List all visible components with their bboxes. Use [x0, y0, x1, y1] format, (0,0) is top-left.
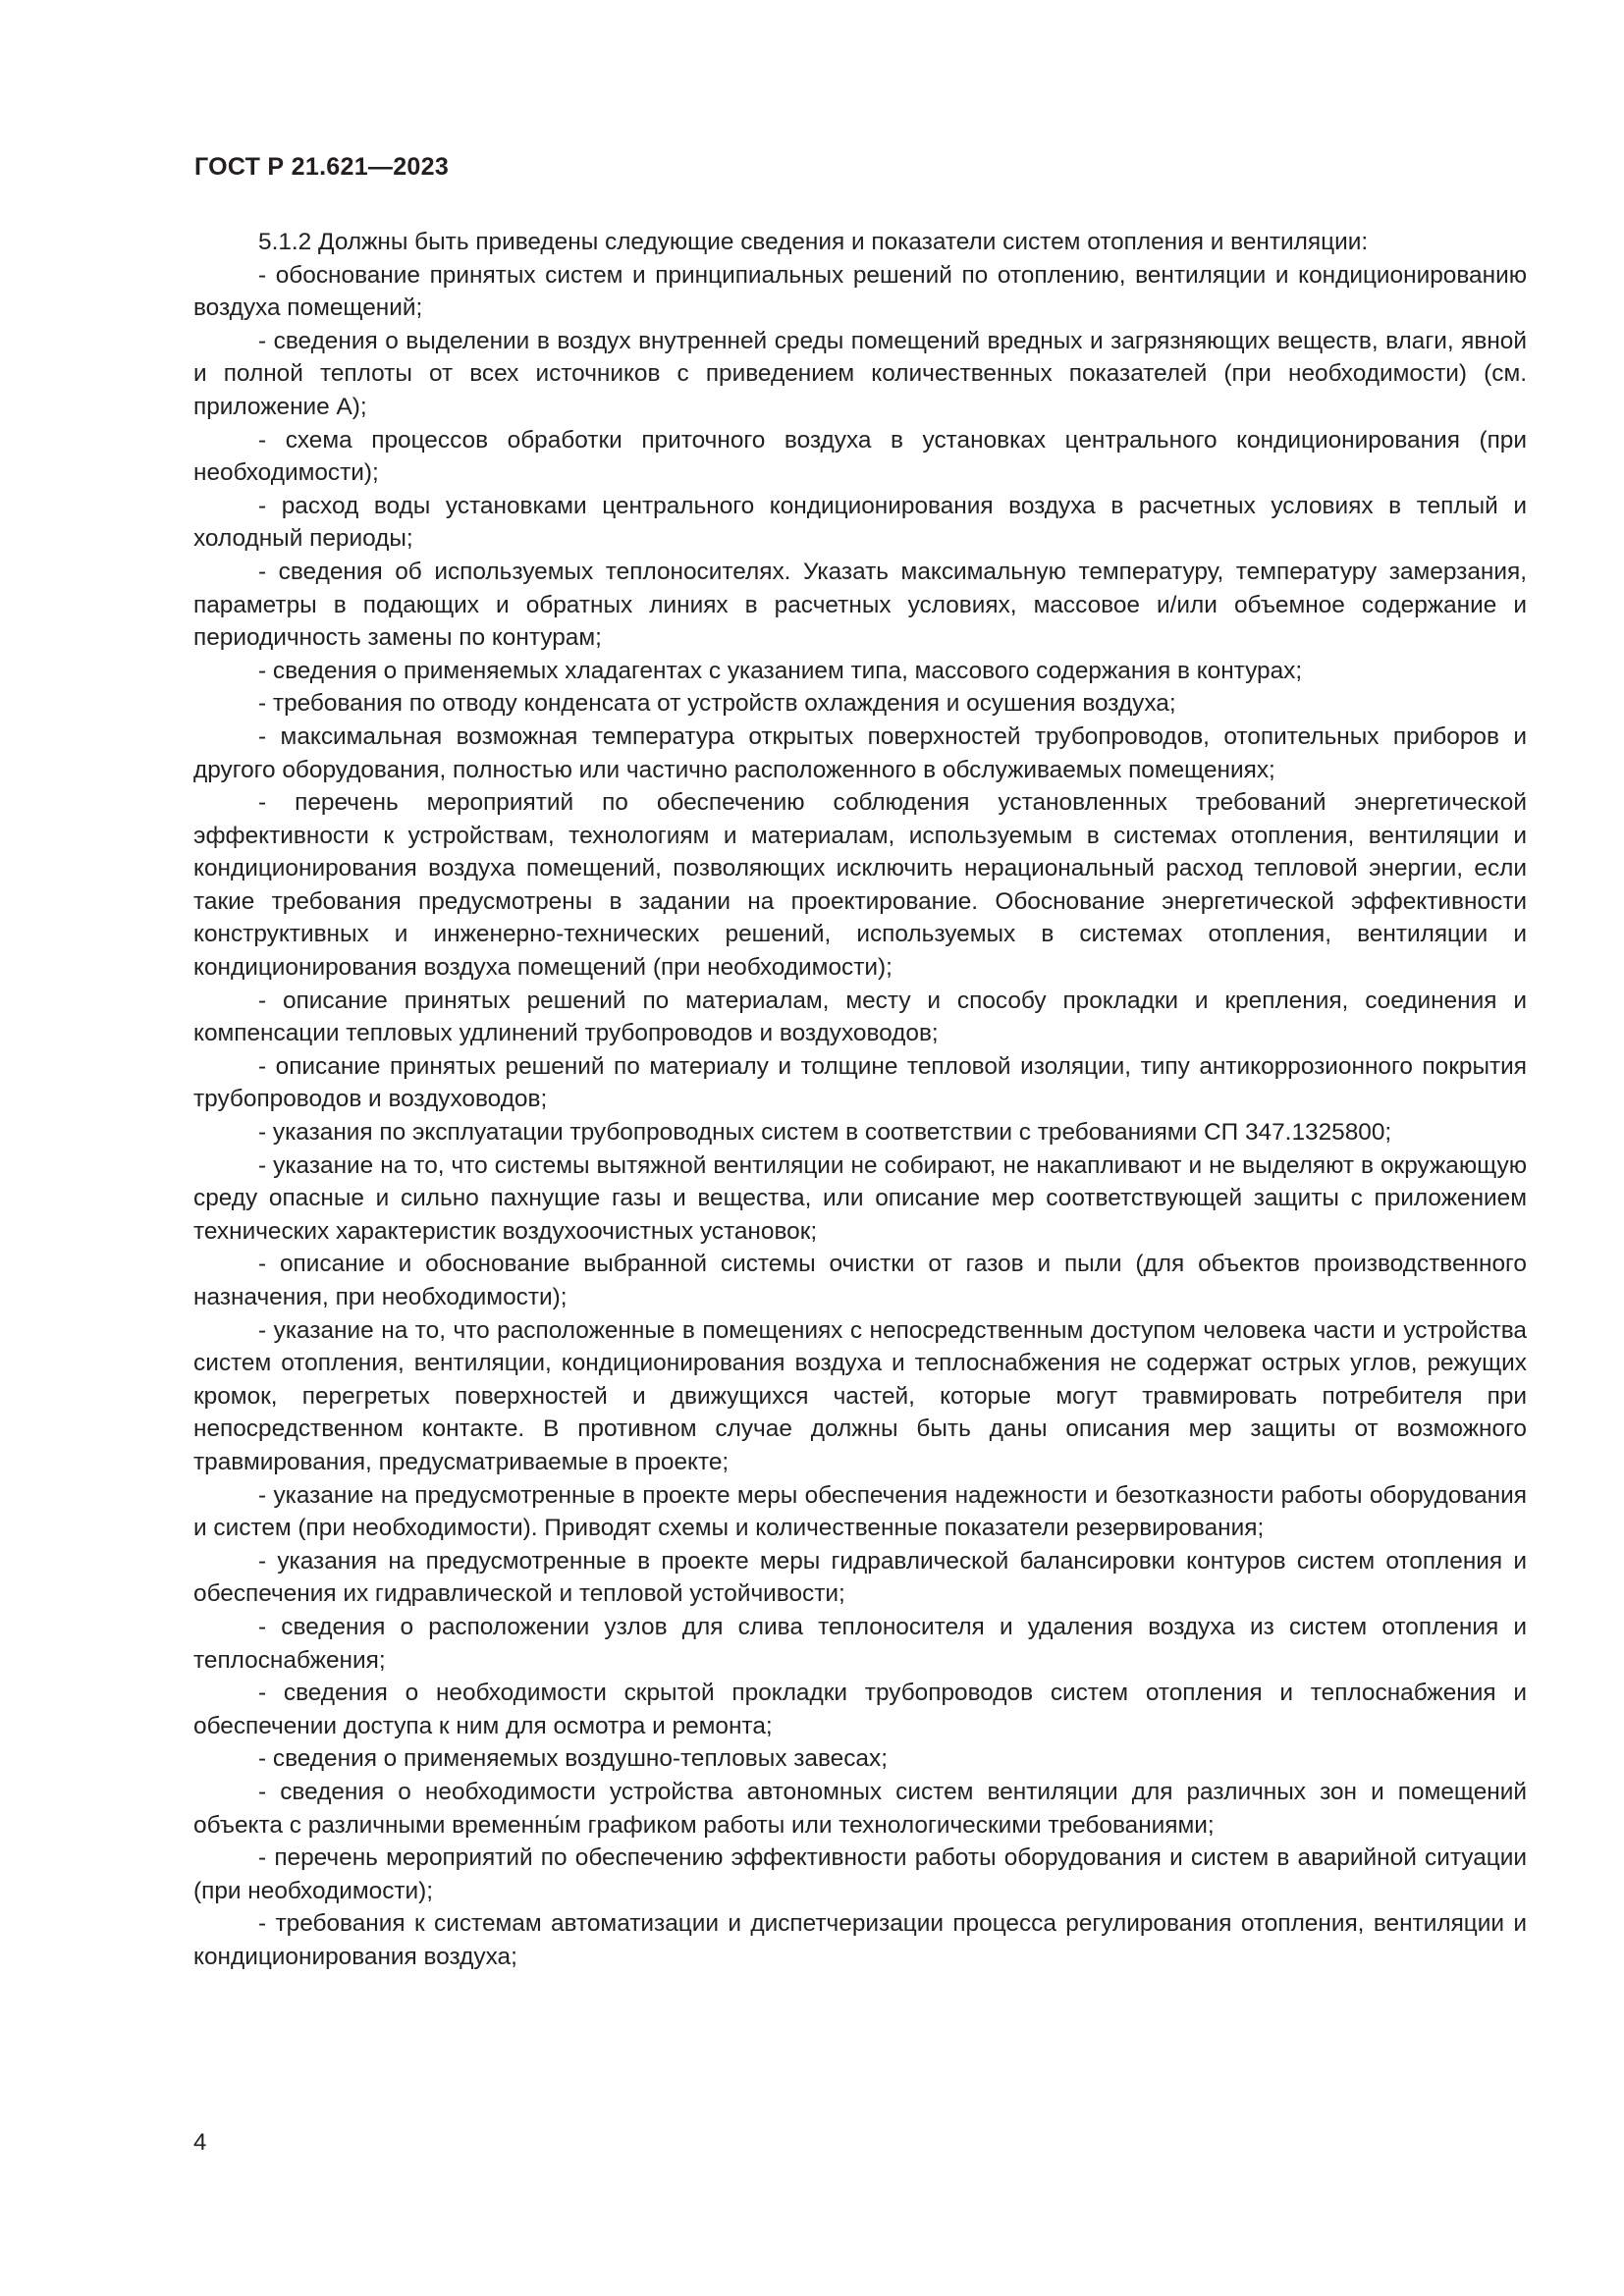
list-item: - сведения об используемых теплоносителях. Указать максимальную температуру, температуру замерзания, параметры в подающих и обратных линиях в расчетных условиях, массовое и/или объемное содержание и периодичность замены по контурам; [193, 558, 1527, 652]
list-item: - указание на предусмотренные в проекте меры обеспечения надежности и безотказности работы оборудования и систем (при необходимости). Приводят схемы и количественные показатели резервирования; [193, 1481, 1527, 1542]
list-item: - указания по эксплуатации трубопроводных систем в соответствии с требованиями СП 347.1325800; [258, 1119, 1392, 1147]
list-item: - указание на то, что расположенные в помещениях с непосредственным доступом человека части и устройства систем отопления, вентиляции, кондиционирования воздуха и теплоснабжения не содержат острых углов, режущих кромок, перегретых поверхностей и движущихся частей, которые могут травмировать потребителя при непосредственном контакте. В противном случае должны быть даны описания мер защиты от возможного травмирования, предусматриваемые в проекте; [193, 1316, 1527, 1475]
page-number: 4 [193, 2129, 207, 2156]
list-item: - описание и обоснование выбранной системы очистки от газов и пыли (для объектов производственного назначения, при необходимости); [193, 1251, 1527, 1310]
list-item: - указания на предусмотренные в проекте меры гидравлической балансировки контуров систем отопления и обеспечения их гидравлической и тепловой устойчивости; [193, 1547, 1527, 1608]
list-item: - требования по отводу конденсата от устройств охлаждения и осушения воздуха; [258, 690, 1176, 718]
paragraph-5-1-2: 5.1.2 Должны быть приведены следующие сведения и показатели систем отопления и вентиляции: [258, 229, 1369, 255]
list-item: - сведения о применяемых хладагентах с указанием типа, массового содержания в контурах; [258, 657, 1303, 684]
list-item: - максимальная возможная температура открытых поверхностей трубопроводов, отопительных приборов и другого оборудования, полностью или частично расположенного в обслуживаемых помещениях; [193, 722, 1527, 783]
body-text [193, 226, 1527, 1973]
list-item: - обоснование принятых систем и принципиальных решений по отоплению, вентиляции и кондиционированию воздуха помещений; [193, 261, 1527, 322]
list-item: - сведения о выделении в воздух внутренней среды помещений вредных и загрязняющих веществ, влаги, явной и полной теплоты от всех источников с приведением количественных показателей (при необходимости) (см. приложение А); [193, 327, 1527, 420]
list-item: - требования к системам автоматизации и диспетчеризации процесса регулирования отопления, вентиляции и кондиционирования воздуха; [193, 1910, 1527, 1970]
list-item: - сведения о расположении узлов для слива теплоносителя и удаления воздуха из систем отопления и теплоснабжения; [193, 1613, 1527, 1674]
document-code-header: ГОСТ Р 21.621—2023 [194, 153, 450, 181]
list-item: - расход воды установками центрального кондиционирования воздуха в расчетных условиях в теплый и холодный периоды; [193, 492, 1527, 553]
list-item: - схема процессов обработки приточного воздуха в установках центрального кондиционирования (при необходимости); [193, 426, 1527, 487]
list-item: - перечень мероприятий по обеспечению эффективности работы оборудования и систем в аварийной ситуации (при необходимости); [193, 1844, 1527, 1904]
list-item: - описание принятых решений по материалу и толщине тепловой изоляции, типу антикоррозионного покрытия трубопроводов и воздуховодов; [193, 1052, 1527, 1113]
list-item: - сведения о применяемых воздушно-тепловых завесах; [258, 1745, 888, 1773]
list-item: - описание принятых решений по материалам, месту и способу прокладки и крепления, соединения и компенсации тепловых удлинений трубопроводов и воздуховодов; [193, 987, 1527, 1047]
list-item: - сведения о необходимости устройства автономных систем вентиляции для различных зон и помещений объекта с различными временны́м графиком работы или технологическими требованиями; [193, 1778, 1527, 1839]
list-item: - перечень мероприятий по обеспечению соблюдения установленных требований энергетической эффективности к устройствам, технологиям и материалам, используемым в системах отопления, вентиляции и кондиционирования воздуха помещений, позволяющих исключить нерациональный расход тепловой энергии, если такие требования предусмотрены в задании на проектирование. Обоснование энергетической эффективности конструктивных и инженерно-технических решений, используемых в системах отопления, вентиляции и кондиционирования воздуха помещений (при необходимости); [193, 789, 1527, 982]
list-item: - сведения о необходимости скрытой прокладки трубопроводов систем отопления и теплоснабжения и обеспечении доступа к ним для осмотра и ремонта; [193, 1680, 1527, 1739]
list-item: - указание на то, что системы вытяжной вентиляции не собирают, не накапливают и не выделяют в окружающую среду опасные и сильно пахнущие газы и вещества, или описание мер соответствующей защиты с приложением технических характеристик воздухоочистных установок; [193, 1151, 1527, 1245]
